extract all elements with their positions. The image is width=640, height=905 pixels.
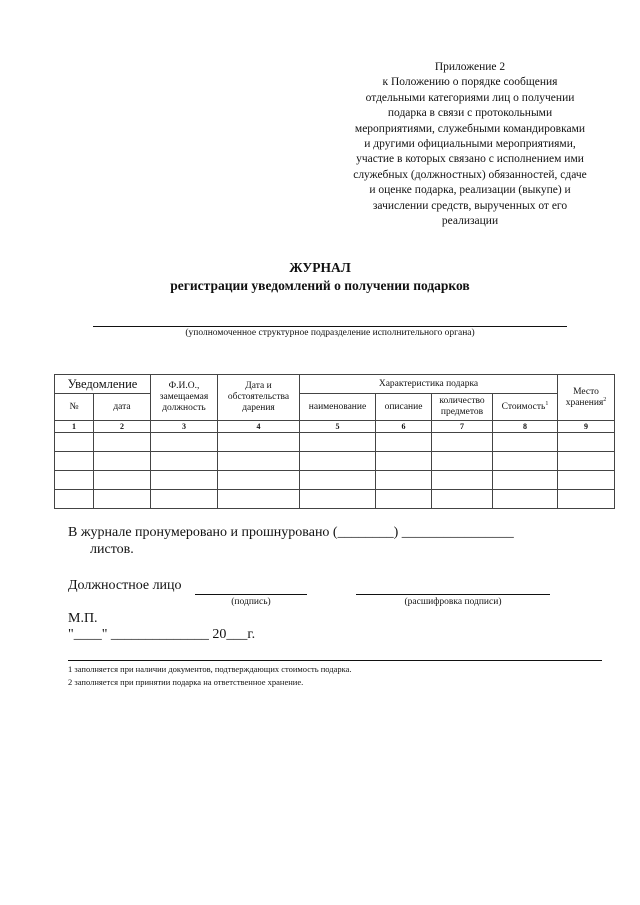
numbered-statement xyxy=(68,525,514,541)
appendix-line: и оценке подарка, реализации (выкупе) и xyxy=(369,184,571,197)
table-cell[interactable] xyxy=(94,433,151,452)
appendix-line: служебных (должностных) обязанностей, сдаче xyxy=(353,168,587,181)
signature-decode-line[interactable] xyxy=(356,594,550,595)
stamp-place-label: М.П. xyxy=(68,611,98,626)
header-cost xyxy=(493,394,558,421)
department-caption: (уполномоченное структурное подразделение исполнительного органа) xyxy=(185,328,475,338)
table-cell[interactable] xyxy=(432,490,493,509)
signature-caption: (подпись) xyxy=(231,597,271,607)
table-cell[interactable] xyxy=(558,433,615,452)
header-gift-characteristics: Характеристика подарка xyxy=(300,375,558,394)
column-number: 7 xyxy=(432,421,493,433)
column-number-row xyxy=(55,421,615,433)
table-cell[interactable] xyxy=(493,433,558,452)
table-row xyxy=(55,433,615,452)
department-blank-line xyxy=(93,326,567,327)
table-cell[interactable] xyxy=(300,433,376,452)
header-name: наименование xyxy=(300,394,376,421)
appendix-line: и другими официальными мероприятиями, xyxy=(364,138,576,151)
header-description: описание xyxy=(376,394,432,421)
table-cell[interactable] xyxy=(218,452,300,471)
numbered-text-after[interactable]: ) ________________ xyxy=(393,525,514,540)
table-cell[interactable] xyxy=(558,490,615,509)
table-cell[interactable] xyxy=(558,452,615,471)
official-label: Должностное лицо xyxy=(68,578,182,593)
table-cell[interactable] xyxy=(151,433,218,452)
table-cell[interactable] xyxy=(151,490,218,509)
document-subtitle: регистрации уведомлений о получении подарков xyxy=(170,278,470,293)
header-notification: Уведомление xyxy=(55,375,151,394)
footnote-2: 2 заполняется при принятии подарка на ответственное хранение. xyxy=(68,677,304,687)
document-title: ЖУРНАЛ xyxy=(289,260,351,275)
table-cell[interactable] xyxy=(151,471,218,490)
sheet-count-blank[interactable]: ________ xyxy=(337,525,394,540)
table-cell[interactable] xyxy=(94,471,151,490)
table-cell[interactable] xyxy=(432,471,493,490)
table-row xyxy=(55,471,615,490)
column-number: 4 xyxy=(218,421,300,433)
appendix-header xyxy=(322,60,618,229)
column-number: 5 xyxy=(300,421,376,433)
cost-label: Стоимость xyxy=(501,401,546,412)
table-cell[interactable] xyxy=(94,452,151,471)
column-number: 6 xyxy=(376,421,432,433)
table-cell[interactable] xyxy=(55,452,94,471)
signature-line[interactable] xyxy=(195,594,307,595)
appendix-line: зачислении средств, вырученных от его xyxy=(372,199,568,212)
appendix-line: подарка в связи с протокольными xyxy=(387,107,553,120)
footnote-ref-1: 1 xyxy=(545,400,549,407)
appendix-line: отдельными категориями лиц о получении xyxy=(365,91,575,104)
table-cell[interactable] xyxy=(55,433,94,452)
journal-table xyxy=(54,374,615,509)
table-cell[interactable] xyxy=(432,433,493,452)
table-row xyxy=(55,490,615,509)
appendix-line: реализации xyxy=(441,215,499,228)
appendix-line: к Положению о порядке сообщения xyxy=(382,76,558,89)
table-cell[interactable] xyxy=(300,452,376,471)
table-cell[interactable] xyxy=(300,471,376,490)
table-cell[interactable] xyxy=(55,471,94,490)
table-header-row xyxy=(55,375,615,394)
table-row xyxy=(55,452,615,471)
table-cell[interactable] xyxy=(558,471,615,490)
header-no: № xyxy=(55,394,94,421)
column-number: 9 xyxy=(558,421,615,433)
table-cell[interactable] xyxy=(376,433,432,452)
header-storage-place xyxy=(558,375,615,421)
appendix-line: участие в которых связано с исполнением ими xyxy=(356,153,584,166)
table-cell[interactable] xyxy=(432,452,493,471)
appendix-line: Приложение 2 xyxy=(434,61,506,73)
table-cell[interactable] xyxy=(218,490,300,509)
table-cell[interactable] xyxy=(151,452,218,471)
header-date: дата xyxy=(94,394,151,421)
signature-decode-caption: (расшифровка подписи) xyxy=(404,597,502,607)
header-date-circumstances: Дата и обстоятельства дарения xyxy=(218,375,300,421)
table-cell[interactable] xyxy=(493,490,558,509)
column-number: 1 xyxy=(55,421,94,433)
table-cell[interactable] xyxy=(376,452,432,471)
column-number: 2 xyxy=(94,421,151,433)
table-cell[interactable] xyxy=(493,452,558,471)
table-cell[interactable] xyxy=(218,433,300,452)
footnote-1: 1 заполняется при наличии документов, подтверждающих стоимость подарка. xyxy=(68,664,352,674)
table-cell[interactable] xyxy=(376,490,432,509)
numbered-text-before: В журнале пронумеровано и прошнуровано ( xyxy=(68,525,338,540)
table-cell[interactable] xyxy=(218,471,300,490)
numbered-sheets-label: листов. xyxy=(90,542,134,557)
header-fio: Ф.И.О., замещаемая должность xyxy=(151,375,218,421)
table-cell[interactable] xyxy=(300,490,376,509)
column-number: 3 xyxy=(151,421,218,433)
table-cell[interactable] xyxy=(55,490,94,509)
appendix-line: мероприятиями, служебными командировками xyxy=(354,122,586,135)
footnote-ref-2: 2 xyxy=(603,396,607,403)
table-cell[interactable] xyxy=(376,471,432,490)
header-quantity: количество предметов xyxy=(432,394,493,421)
storage-place-label: Место хранения xyxy=(565,386,604,408)
date-line[interactable]: "____" ______________ 20___г. xyxy=(68,627,256,642)
footnote-divider xyxy=(68,660,602,661)
table-cell[interactable] xyxy=(94,490,151,509)
table-cell[interactable] xyxy=(493,471,558,490)
table-subheader-row xyxy=(55,394,615,421)
column-number: 8 xyxy=(493,421,558,433)
